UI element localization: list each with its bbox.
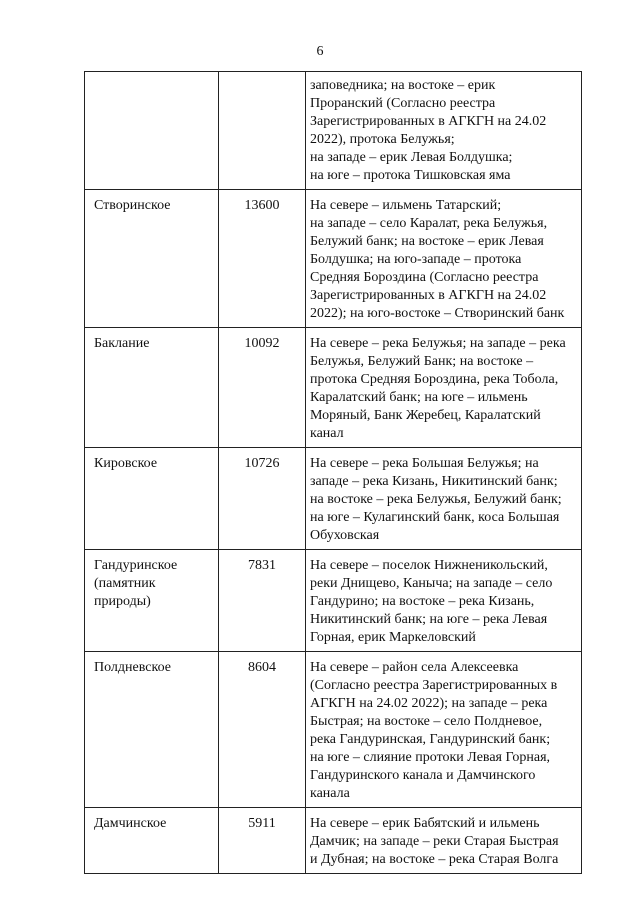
zone-name-line: Створинское — [94, 198, 171, 213]
zone-boundary-line: канал — [310, 426, 344, 441]
zone-boundaries-cell — [306, 448, 582, 550]
zone-boundary-line: на западе – ерик Левая Болдушка; — [310, 150, 513, 165]
zone-name-line: Дамчинское — [94, 816, 167, 831]
zones-table-body — [85, 72, 582, 874]
zone-boundary-line: Обуховская — [310, 528, 380, 543]
zone-boundary-line: Моряный, Банк Жеребец, Каралатский — [310, 408, 541, 423]
zone-boundary-line: канала — [310, 786, 350, 801]
zone-boundaries-cell — [306, 190, 582, 328]
zone-area-value: 10726 — [244, 456, 280, 471]
zone-name-line: природы) — [94, 594, 151, 609]
zone-area-cell — [219, 72, 306, 190]
zone-boundary-line: Гандуринского канала и Дамчинского — [310, 768, 536, 783]
zone-boundary-line: река Гандуринская, Гандуринский банк; — [310, 732, 551, 747]
page-number: 6 — [316, 44, 324, 59]
zone-boundary-line: Зарегистрированных в АГКГН на 24.02 — [310, 288, 547, 303]
zone-boundaries-cell — [306, 550, 582, 652]
table-row — [85, 652, 582, 808]
zone-boundary-line: заповедника; на востоке – ерик — [310, 78, 496, 93]
zone-area-value: 8604 — [248, 660, 276, 675]
zone-boundary-line: Никитинский банк; на юге – река Левая — [310, 612, 548, 627]
zone-area-cell — [219, 652, 306, 808]
zone-boundary-line: На севере – поселок Нижненикольский, — [310, 558, 548, 573]
zone-boundaries-cell — [306, 652, 582, 808]
zone-boundary-line: Зарегистрированных в АГКГН на 24.02 — [310, 114, 547, 129]
zone-name-cell — [85, 550, 219, 652]
zone-name-line: Баклание — [94, 336, 150, 351]
zone-name-line: Гандуринское — [94, 558, 178, 573]
zone-name-cell — [85, 652, 219, 808]
table-row — [85, 190, 582, 328]
zone-boundary-line: и Дубная; на востоке – река Старая Волга — [310, 852, 559, 867]
zone-boundary-line: (Согласно реестра Зарегистрированных в — [310, 678, 558, 693]
zone-name-line: Полдневское — [94, 660, 171, 675]
zone-boundary-line: На севере – ерик Бабятский и ильмень — [310, 816, 540, 831]
zone-area-cell — [219, 328, 306, 448]
zone-boundary-line: Быстрая; на востоке – село Полдневое, — [310, 714, 543, 729]
zone-boundary-line: На севере – район села Алексеевка — [310, 660, 519, 675]
zone-boundary-line: на западе – село Каралат, река Белужья, — [310, 216, 548, 231]
zone-boundary-line: на юге – Кулагинский банк, коса Большая — [310, 510, 560, 525]
zone-boundary-line: реки Днищево, Каныча; на западе – село — [310, 576, 553, 591]
zone-boundaries-cell — [306, 72, 582, 190]
zone-boundary-line: Горная, ерик Маркеловский — [310, 630, 476, 645]
zone-area-value: 10092 — [244, 336, 280, 351]
zone-boundary-line: на юге – слияние протоки Левая Горная, — [310, 750, 551, 765]
zone-boundary-line: 2022); на юго-востоке – Створинский банк — [310, 306, 565, 321]
zone-name-cell — [85, 328, 219, 448]
zone-area-value: 7831 — [248, 558, 276, 573]
zone-boundary-line: Проранский (Согласно реестра — [310, 96, 496, 111]
zone-area-cell — [219, 808, 306, 874]
zone-boundary-line: на востоке – река Белужья, Белужий банк; — [310, 492, 562, 507]
table-row — [85, 72, 582, 190]
zone-name-cell — [85, 808, 219, 874]
zone-area-cell — [219, 190, 306, 328]
zone-boundary-line: на юге – протока Тишковская яма — [310, 168, 511, 183]
zone-name-line: (памятник — [94, 576, 156, 591]
zone-boundary-line: На севере – река Белужья; на западе – река — [310, 336, 566, 351]
zone-boundary-line: Дамчик; на западе – реки Старая Быстрая — [310, 834, 559, 849]
zone-boundary-line: Средняя Бороздина (Согласно реестра — [310, 270, 539, 285]
zone-area-cell — [219, 550, 306, 652]
zone-name-line: Кировское — [94, 456, 158, 471]
zone-boundary-line: На севере – река Большая Белужья; на — [310, 456, 539, 471]
zone-boundary-line: Гандурино; на востоке – река Кизань, — [310, 594, 535, 609]
table-row — [85, 448, 582, 550]
zone-boundary-line: Болдушка; на юго-западе – протока — [310, 252, 522, 267]
table-row — [85, 808, 582, 874]
zone-boundary-line: Каралатский банк; на юге – ильмень — [310, 390, 528, 405]
zone-boundary-line: Белужья, Белужий Банк; на востоке – — [310, 354, 534, 369]
zone-name-cell — [85, 190, 219, 328]
zone-boundary-line: АГКГН на 24.02 2022); на западе – река — [310, 696, 548, 711]
zone-boundary-line: западе – река Кизань, Никитинский банк; — [310, 474, 558, 489]
zone-name-cell — [85, 72, 219, 190]
zone-area-cell — [219, 448, 306, 550]
zone-boundary-line: Белужий банк; на востоке – ерик Левая — [310, 234, 544, 249]
zone-boundary-line: На севере – ильмень Татарский; — [310, 198, 502, 213]
zone-boundary-line: 2022), протока Белужья; — [310, 132, 455, 147]
zone-boundary-line: протока Средняя Бороздина, река Тобола, — [310, 372, 559, 387]
zone-area-value: 13600 — [244, 198, 280, 213]
zone-name-cell — [85, 448, 219, 550]
zones-table — [84, 71, 582, 874]
zone-area-value: 5911 — [248, 816, 276, 831]
table-row — [85, 550, 582, 652]
zone-boundaries-cell — [306, 328, 582, 448]
table-row — [85, 328, 582, 448]
zone-boundaries-cell — [306, 808, 582, 874]
